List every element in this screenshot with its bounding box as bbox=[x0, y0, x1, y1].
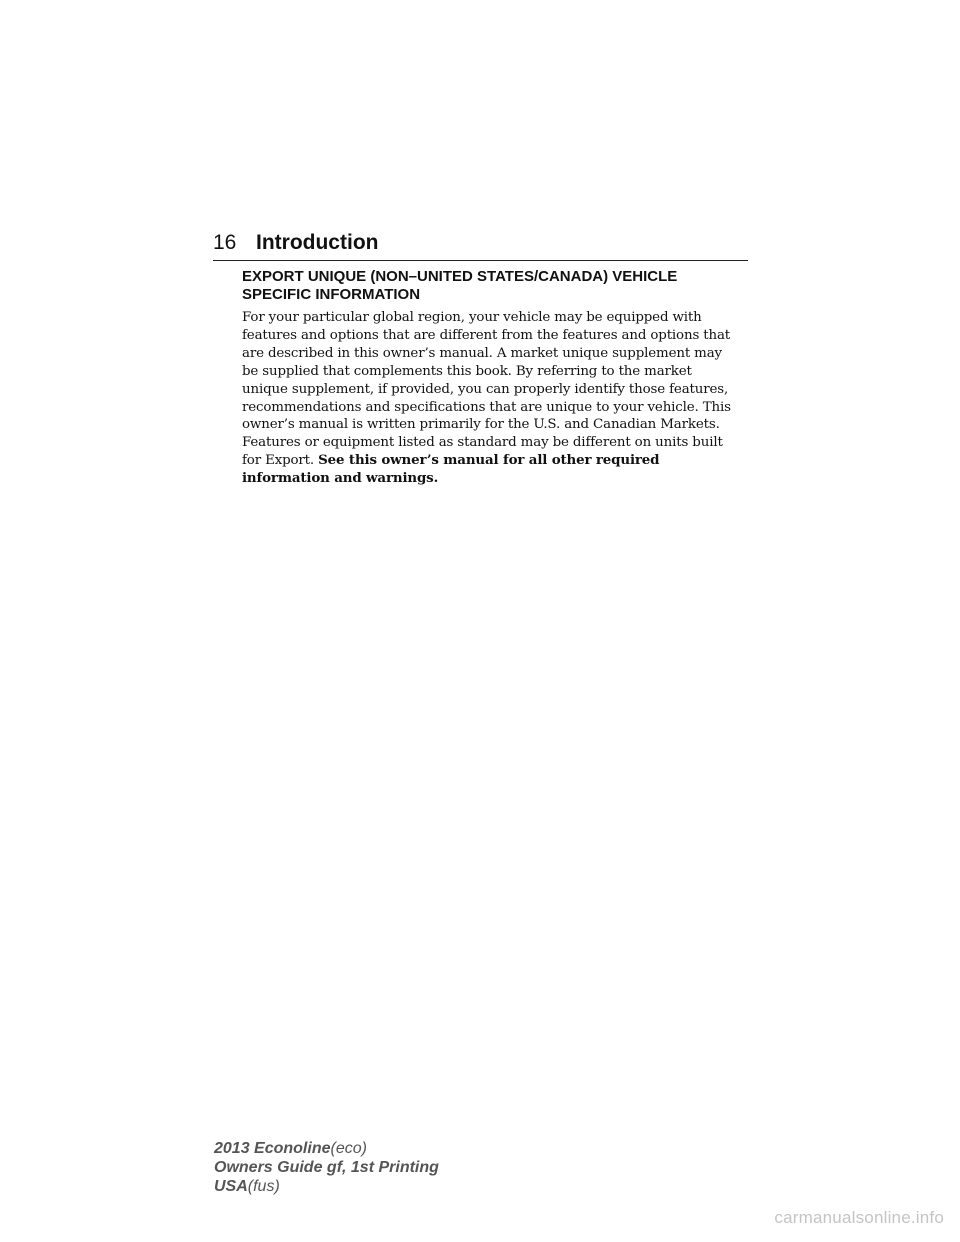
paragraph-line: features and options that are different from the features and options that bbox=[242, 327, 731, 343]
footer-model-line bbox=[214, 1139, 439, 1158]
paragraph-line: owner’s manual is written primarily for the U.S. and Canadian Markets. bbox=[242, 417, 720, 433]
paragraph-line: For your particular global region, your vehicle may be equipped with bbox=[242, 310, 702, 325]
footer-market-line bbox=[214, 1177, 439, 1196]
footer-market: USA bbox=[214, 1178, 248, 1195]
paragraph-line: unique supplement, if provided, you can properly identify those features, bbox=[242, 381, 729, 397]
chapter-title: Introduction bbox=[256, 231, 379, 254]
paragraph-line bbox=[242, 452, 762, 470]
paragraph-text: for Export. bbox=[242, 453, 319, 469]
paragraph-line: be supplied that complements this book. By referring to the market bbox=[242, 363, 692, 379]
footer-model-code: (eco) bbox=[330, 1140, 367, 1157]
page-number: 16 bbox=[213, 231, 237, 254]
page-header bbox=[213, 229, 748, 261]
footer-model: 2013 Econoline bbox=[214, 1140, 331, 1157]
paragraph-line: Features or equipment listed as standard may be different on units built bbox=[242, 435, 723, 451]
footer-market-code: (fus) bbox=[247, 1178, 280, 1195]
footer-guide: Owners Guide gf, 1st Printing bbox=[214, 1159, 439, 1176]
paragraph-emphasis: See this owner’s manual for all other required bbox=[318, 452, 660, 469]
paragraph-line: are described in this owner’s manual. A market unique supplement may bbox=[242, 345, 722, 361]
section-heading-line: SPECIFIC INFORMATION bbox=[242, 286, 421, 303]
section-heading bbox=[242, 268, 762, 304]
section-heading-line: EXPORT UNIQUE (NON–UNITED STATES/CANADA) VEHICLE bbox=[242, 268, 678, 285]
watermark: carmanualsonline.info bbox=[774, 1208, 944, 1227]
body-paragraph bbox=[242, 309, 762, 488]
paragraph-emphasis: information and warnings. bbox=[242, 470, 439, 487]
page-footer bbox=[214, 1139, 439, 1196]
paragraph-line: recommendations and specifications that are unique to your vehicle. This bbox=[242, 399, 731, 415]
